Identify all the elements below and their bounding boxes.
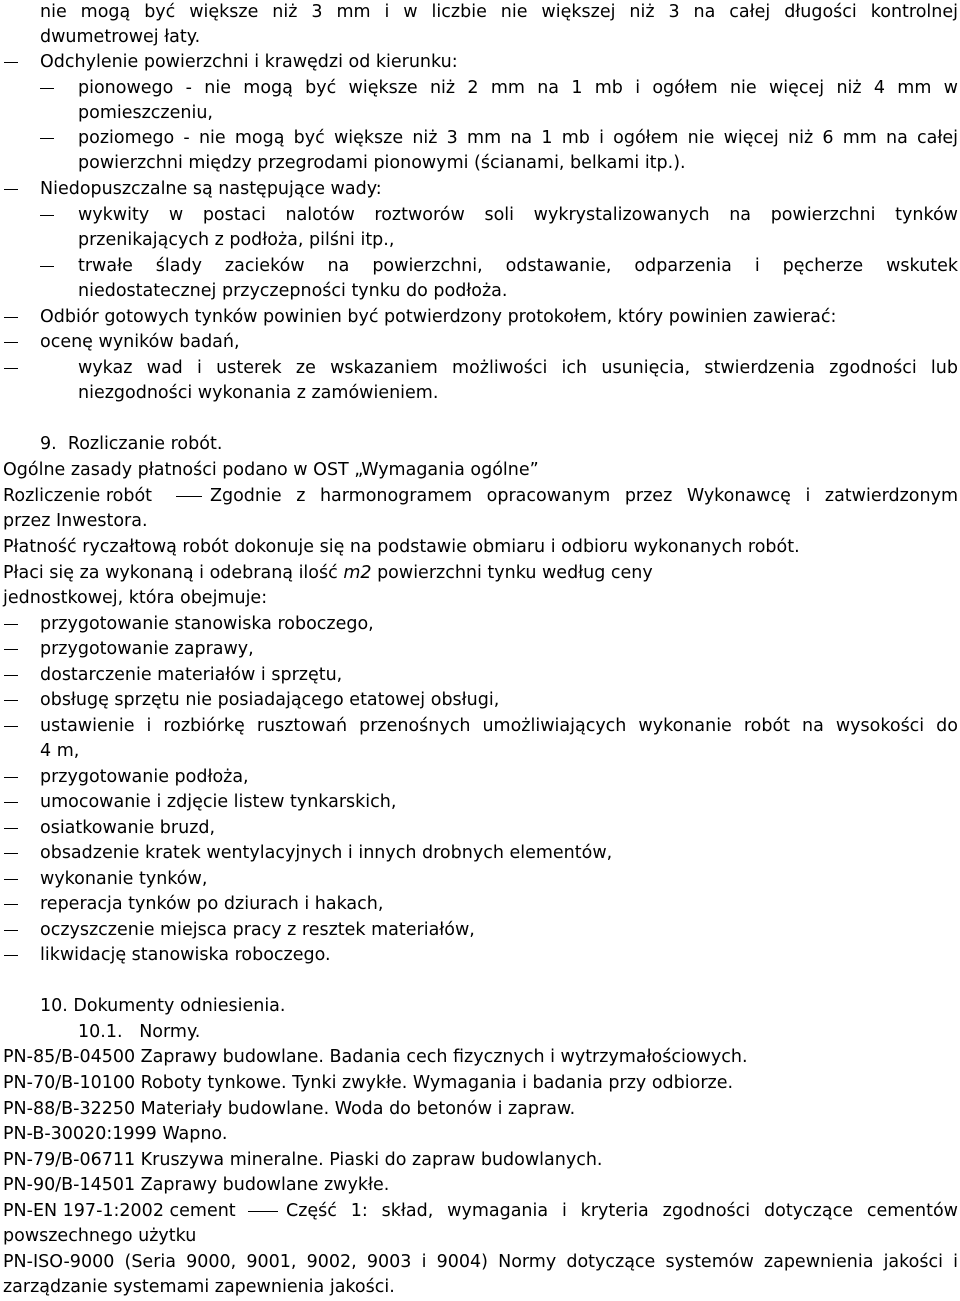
dash-bullet-icon [40,266,54,267]
list-item-text: obsadzenie kratek wentylacyjnych i innych drobnych elementów, [40,843,613,863]
list-item-text: pionowego - nie mogą być większe niż 2 mm na 1 mb i ogółem nie więcej niż 4 mm w [78,78,958,98]
text-line [0,484,960,510]
dash-bullet-icon [40,88,54,89]
norm-item [0,1097,960,1123]
section-heading [0,432,960,458]
paragraph-text: Płatność ryczałtową robót dokonuje się na podstawie obmiaru i odbioru wykonanych robót. [3,537,800,557]
dash-bullet-icon [4,342,18,343]
text-line [0,561,960,587]
norm-item [0,1199,960,1225]
text-line [0,586,960,612]
paragraph-text: jednostkowej, która obejmuje: [3,588,268,608]
norm-text: zarządzanie systemami zapewnienia jakości. [3,1277,395,1297]
text-line [0,381,960,407]
list-item-text: ustawienie i rozbiórkę rusztowań przenośnych umożliwiających wykonanie robót na wysokości do [40,716,958,736]
dash-bullet-icon [4,726,18,727]
dash-bullet-icon [4,777,18,778]
list-item-text: pomieszczeniu, [78,103,213,123]
list-item-text: 4 m, [40,741,80,761]
section-title: 10. Dokumenty odniesienia. [40,996,286,1016]
norm-text: PN-ISO-9000 (Seria 9000, 9001, 9002, 9003 i 9004) Normy dotyczące systemów zapewnienia jakości i [3,1252,958,1272]
list-item [0,637,960,663]
section-heading [0,994,960,1020]
list-item-text: niezgodności wykonania z zamówieniem. [78,383,439,403]
text-line [0,1275,960,1301]
norm-text: PN-88/B-32250 Materiały budowlane. Woda do betonów i zapraw. [3,1099,576,1119]
text-line [0,1224,960,1250]
dash-bullet-icon [4,802,18,803]
norm-text: PN-79/B-06711 Kruszywa mineralne. Piaski do zapraw budowlanych. [3,1150,603,1170]
paragraph-text: dwumetrowej łaty. [40,27,201,47]
subsection-title: 10.1. Normy. [78,1022,201,1042]
text-line [0,228,960,254]
list-item-text: poziomego - nie mogą być większe niż 3 mm na 1 mb i ogółem nie więcej niż 6 mm na całej [78,128,958,148]
sub-list-item [0,254,960,280]
text-line [0,25,960,51]
dash-bullet-icon [4,624,18,625]
list-item [0,714,960,740]
dash-separator-icon [248,1211,278,1212]
list-item-text: wykwity w postaci nalotów roztworów soli wykrystalizowanych na powierzchni tynków [78,205,958,225]
list-item-text: obsługę sprzętu nie posiadającego etatowej obsługi, [40,690,500,710]
text-line [0,101,960,127]
text-line [0,0,960,26]
norm-item [0,1250,960,1276]
norm-item [0,1071,960,1097]
dash-bullet-icon [4,317,18,318]
dash-separator-icon [176,496,202,497]
sub-list-item [0,330,960,356]
list-item-text: Odbiór gotowych tynków powinien być potwierdzony protokołem, który powinien zawierać: [40,307,837,327]
paragraph-text-part: Płaci się za wykonaną i odebraną ilość [3,563,344,583]
norm-item [0,1045,960,1071]
list-item-text: powierzchni między przegrodami pionowymi (ścianami, belkami itp.). [78,153,686,173]
list-item-text: umocowanie i zdjęcie listew tynkarskich, [40,792,397,812]
list-item-text: wykonanie tynków, [40,869,208,889]
text-line [0,279,960,305]
list-item [0,918,960,944]
list-item [0,867,960,893]
dash-bullet-icon [4,828,18,829]
list-item [0,841,960,867]
norm-item [0,1122,960,1148]
list-item [0,816,960,842]
norm-text: PN-85/B-04500 Zaprawy budowlane. Badania cech fizycznych i wytrzymałościowych. [3,1047,748,1067]
norm-label: PN-EN 197-1:2002 cement [3,1201,236,1221]
list-item-text: trwałe ślady zacieków na powierzchni, odstawanie, odparzenia i pęcherze wskutek [78,256,958,276]
norm-text: PN-70/B-10100 Roboty tynkowe. Tynki zwykłe. Wymagania i badania przy odbiorze. [3,1073,734,1093]
list-item [0,177,960,203]
text-line [0,458,960,484]
list-item-text: oczyszczenie miejsca pracy z resztek materiałów, [40,920,475,940]
paragraph-text [3,561,653,585]
norm-text: powszechnego użytku [3,1226,197,1246]
sub-list-item [0,356,960,382]
dash-bullet-icon [4,62,18,63]
list-item-text: Niedopuszczalne są następujące wady: [40,179,382,199]
paragraph-text: przez Inwestora. [3,511,148,531]
dash-bullet-icon [4,904,18,905]
list-item [0,892,960,918]
text-line [0,535,960,561]
dash-bullet-icon [4,368,18,369]
dash-bullet-icon [4,955,18,956]
sub-list-item [0,126,960,152]
list-item [0,943,960,969]
list-item-text: dostarczenie materiałów i sprzętu, [40,665,343,685]
list-item-text: Odchylenie powierzchni i krawędzi od kierunku: [40,52,458,72]
sub-list-item [0,203,960,229]
dash-bullet-icon [40,215,54,216]
dash-bullet-icon [4,930,18,931]
list-item-text: osiatkowanie bruzd, [40,818,216,838]
sub-list-item [0,76,960,102]
list-item-text: przygotowanie podłoża, [40,767,249,787]
dash-bullet-icon [4,700,18,701]
list-item-text: niedostatecznej przyczepności tynku do podłoża. [78,281,508,301]
text-line [0,739,960,765]
dash-bullet-icon [4,675,18,676]
list-item [0,790,960,816]
text-line [0,509,960,535]
subsection-heading [0,1020,960,1046]
list-item [0,305,960,331]
unit-text: m2 [343,563,372,583]
paragraph-text: Zgodnie z harmonogramem opracowanym przez Wykonawcę i zatwierdzonym [210,486,958,506]
list-item [0,688,960,714]
dash-bullet-icon [4,189,18,190]
dash-bullet-icon [4,853,18,854]
section-title: 9. Rozliczanie robót. [40,434,223,454]
norm-item [0,1148,960,1174]
norm-text: Część 1: skład, wymagania i kryteria zgodności dotyczące cementów [286,1201,958,1221]
dash-bullet-icon [4,879,18,880]
dash-bullet-icon [4,649,18,650]
paragraph-text: nie mogą być większe niż 3 mm i w liczbie nie większej niż 3 na całej długości kontrolnej [40,2,958,22]
list-item-text: ocenę wyników badań, [40,332,240,352]
list-item-text: przygotowanie stanowiska roboczego, [40,614,374,634]
paragraph-text: Ogólne zasady płatności podano w OST „Wymagania ogólne” [3,460,539,480]
norm-text: PN-90/B-14501 Zaprawy budowlane zwykłe. [3,1175,390,1195]
list-item-text: reperacja tynków po dziurach i hakach, [40,894,384,914]
list-item-text: przenikających z podłoża, pilśni itp., [78,230,395,250]
text-line [0,151,960,177]
norm-item [0,1173,960,1199]
list-item-text: przygotowanie zaprawy, [40,639,254,659]
list-item [0,612,960,638]
list-item [0,663,960,689]
list-item [0,50,960,76]
dash-bullet-icon [40,138,54,139]
settlement-label: Rozliczenie robót [3,486,153,506]
paragraph-text-part: powierzchni tynku według ceny [371,563,653,583]
norm-text: PN-B-30020:1999 Wapno. [3,1124,228,1144]
list-item [0,765,960,791]
list-item-text: wykaz wad i usterek ze wskazaniem możliwości ich usunięcia, stwierdzenia zgodności lub [78,358,958,378]
list-item-text: likwidację stanowiska roboczego. [40,945,331,965]
